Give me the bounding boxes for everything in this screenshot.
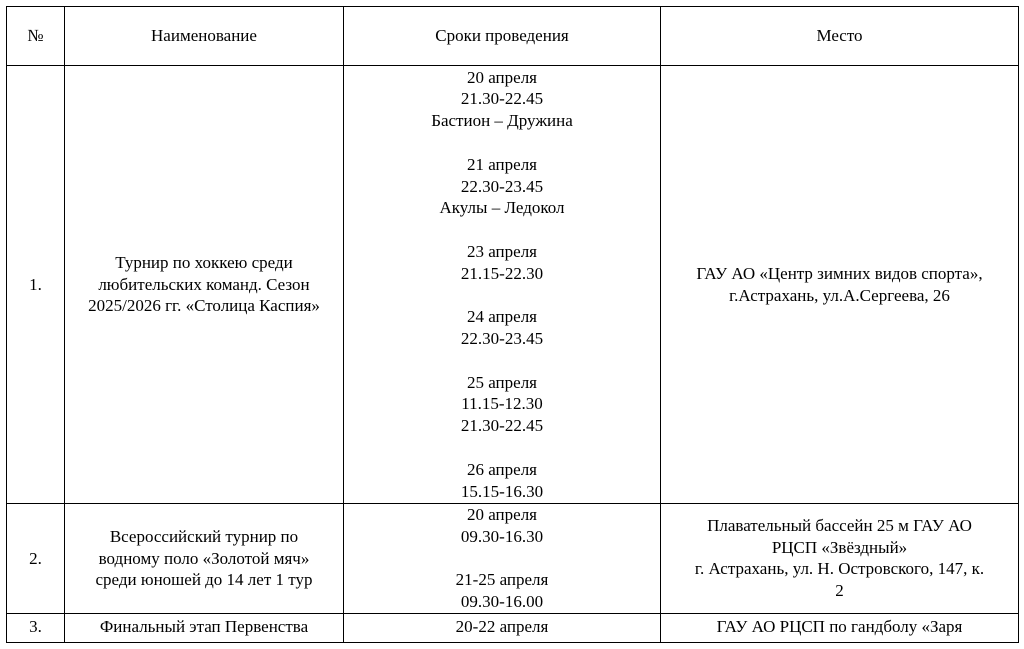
- row-name: [65, 66, 344, 504]
- place-line: ГАУ АО РЦСП по гандболу «Заря: [716, 616, 963, 636]
- date-spacer: [350, 437, 654, 459]
- table-header-row: [7, 7, 1019, 66]
- header-name: Наименование: [65, 7, 344, 66]
- table-row: [7, 504, 1019, 614]
- row-place: [661, 66, 1019, 504]
- name-line: любительских команд. Сезон: [98, 274, 310, 294]
- row-dates: [344, 613, 661, 642]
- name-line: Всероссийский турнир по: [109, 526, 299, 546]
- date-line: 21.30-22.45: [460, 89, 544, 109]
- date-line: 22.30-23.45: [460, 176, 544, 196]
- date-line: 11.15-12.30: [461, 394, 543, 414]
- row-num: 2.: [7, 504, 65, 614]
- table-row: [7, 66, 1019, 504]
- row-name: [65, 504, 344, 614]
- place-line: 2: [835, 581, 844, 601]
- name-line: Турнир по хоккею среди: [115, 252, 293, 272]
- place-line: г.Астрахань, ул.А.Сергеева, 26: [729, 285, 950, 305]
- date-line: 26 апреля: [466, 459, 538, 479]
- header-num: №: [7, 7, 65, 66]
- date-line: 09.30-16.00: [460, 592, 544, 612]
- place-line: Плавательный бассейн 25 м ГАУ АО: [707, 515, 972, 535]
- row-name: [65, 613, 344, 642]
- date-spacer: [350, 548, 654, 570]
- name-line: среди юношей до 14 лет 1 тур: [95, 570, 313, 590]
- date-spacer: [350, 350, 654, 372]
- date-line: 21 апреля: [466, 154, 538, 174]
- date-line: 20-22 апреля: [455, 616, 549, 636]
- row-place: [661, 613, 1019, 642]
- date-spacer: [350, 219, 654, 241]
- row-dates: [344, 66, 661, 504]
- table-row: [7, 613, 1019, 642]
- name-line: 2025/2026 гг. «Столица Каспия»: [88, 296, 320, 316]
- date-line: 09.30-16.30: [460, 526, 544, 546]
- date-line: 21.15-22.30: [460, 263, 544, 283]
- place-line: г. Астрахань, ул. Н. Островского, 147, к.: [694, 559, 985, 579]
- date-line: Бастион – Дружина: [431, 111, 573, 131]
- name-line: водному поло «Золотой мяч»: [98, 548, 310, 568]
- date-line: 21-25 апреля: [455, 570, 549, 590]
- header-dates: Сроки проведения: [344, 7, 661, 66]
- date-line: 20 апреля: [466, 67, 538, 87]
- header-place: Место: [661, 7, 1019, 66]
- events-table: [6, 6, 1019, 643]
- row-dates: [344, 504, 661, 614]
- date-spacer: [350, 132, 654, 154]
- place-line: ГАУ АО «Центр зимних видов спорта»,: [696, 263, 983, 283]
- date-line: 15.15-16.30: [460, 481, 544, 501]
- date-line: Акулы – Ледокол: [439, 198, 565, 218]
- row-num: 1.: [7, 66, 65, 504]
- date-line: 21.30-22.45: [460, 416, 544, 436]
- date-line: 24 апреля: [466, 307, 538, 327]
- place-line: РЦСП «Звёздный»: [771, 537, 908, 557]
- date-spacer: [350, 285, 654, 307]
- date-line: 23 апреля: [466, 241, 538, 261]
- row-place: [661, 504, 1019, 614]
- date-line: 20 апреля: [466, 505, 538, 524]
- name-line: Финальный этап Первенства: [99, 616, 309, 636]
- date-line: 22.30-23.45: [460, 329, 544, 349]
- row-num: 3.: [7, 613, 65, 642]
- date-line: 25 апреля: [466, 372, 538, 392]
